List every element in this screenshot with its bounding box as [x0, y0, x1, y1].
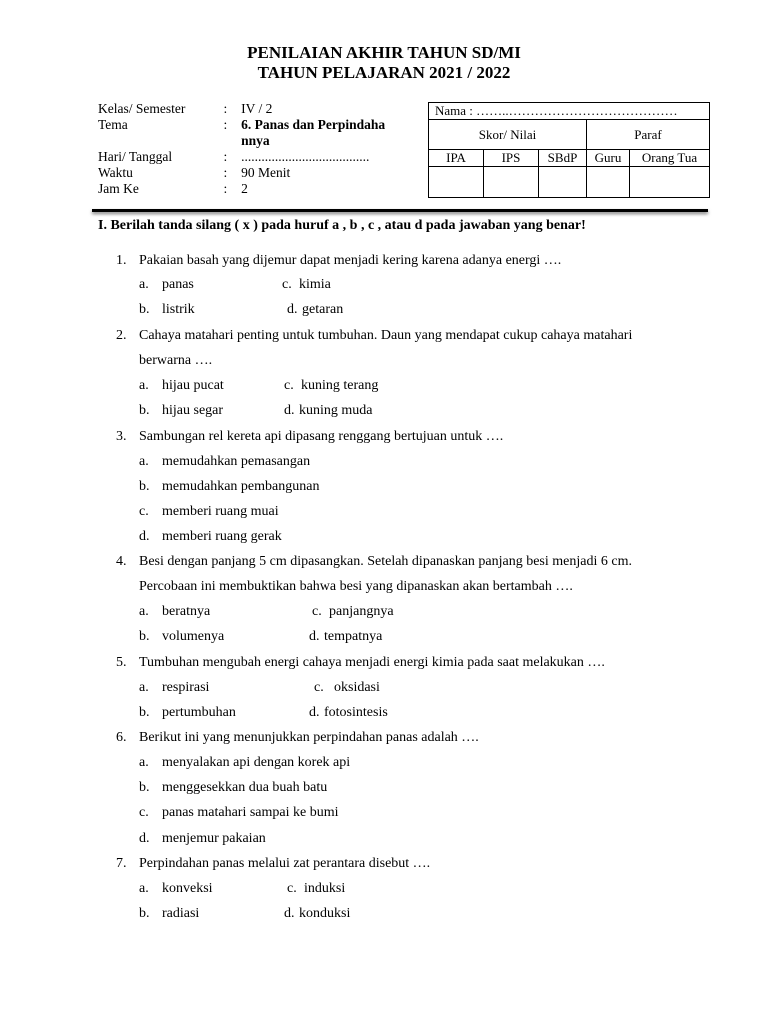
option-text: memudahkan pembangunan — [162, 479, 320, 494]
info-value: 6. Panas dan Perpindaha nnya — [241, 117, 386, 148]
nama-field[interactable]: Nama : ……..………………………………… — [429, 103, 710, 120]
info-value: ...................................... — [241, 149, 370, 164]
option-letter: c. — [312, 604, 322, 619]
info-colon: : — [223, 181, 228, 196]
option-letter: b. — [139, 705, 150, 720]
identity-block — [98, 101, 398, 197]
info-colon: : — [223, 149, 228, 164]
option-letter: a. — [139, 881, 149, 896]
page-title-line1: PENILAIAN AKHIR TAHUN SD/MI — [247, 43, 521, 62]
option-letter: c. — [287, 881, 297, 896]
info-label: Waktu — [98, 165, 133, 180]
option-letter: b. — [139, 906, 150, 921]
col-orang-tua: Orang Tua — [630, 150, 710, 167]
option-text: menyalakan api dengan korek api — [162, 755, 351, 770]
option-letter: c. — [139, 504, 149, 519]
question-number: 7. — [116, 856, 127, 871]
option-letter: a. — [139, 680, 149, 695]
option-text: memberi ruang gerak — [162, 529, 282, 544]
option-letter: b. — [139, 629, 150, 644]
info-row-jam — [98, 181, 398, 197]
option-text: hijau pucat — [162, 378, 224, 393]
option-text: kuning muda — [299, 403, 373, 418]
info-value: IV / 2 — [241, 101, 273, 116]
option-letter: a. — [139, 277, 149, 292]
info-colon: : — [223, 165, 228, 180]
question-number: 1. — [116, 253, 127, 268]
skor-header: Skor/ Nilai — [429, 120, 587, 150]
option-text: volumenya — [162, 629, 225, 644]
sign-cell-orang-tua[interactable] — [630, 167, 710, 198]
question-text: Perpindahan panas melalui zat perantara disebut …. — [139, 856, 431, 871]
question-number: 4. — [116, 554, 127, 569]
question-text: Tumbuhan mengubah energi cahaya menjadi energi kimia pada saat melakukan …. — [139, 655, 605, 670]
question-text: Besi dengan panjang 5 cm dipasangkan. Setelah dipanaskan panjang besi menjadi 6 cm. Percobaan ini membuktikan bahwa besi yang dipanaskan akan bertambah …. — [139, 554, 632, 594]
option-letter: c. — [284, 378, 294, 393]
option-text: memberi ruang muai — [162, 504, 279, 519]
option-letter: d. — [284, 403, 295, 418]
option-letter: c. — [282, 277, 292, 292]
option-letter: c. — [139, 805, 149, 820]
option-letter: c. — [314, 680, 324, 695]
option-text: respirasi — [162, 680, 210, 695]
option-text: tempatnya — [324, 629, 383, 644]
info-row-hari — [98, 149, 398, 165]
score-cell-ipa[interactable] — [429, 167, 484, 198]
option-letter: d. — [284, 906, 295, 921]
score-cell-sbdp[interactable] — [539, 167, 587, 198]
col-sbdp: SBdP — [539, 150, 587, 167]
page-title-line2: TAHUN PELAJARAN 2021 / 2022 — [257, 63, 511, 82]
option-letter: b. — [139, 403, 150, 418]
option-text: konduksi — [299, 906, 351, 921]
option-letter: d. — [309, 629, 320, 644]
option-text: memudahkan pemasangan — [162, 454, 311, 469]
question-text: Pakaian basah yang dijemur dapat menjadi kering karena adanya energi …. — [139, 253, 562, 268]
header-divider — [92, 209, 708, 212]
option-letter: a. — [139, 755, 149, 770]
col-guru: Guru — [587, 150, 630, 167]
question-text: Cahaya matahari penting untuk tumbuhan. Daun yang mendapat cukup cahaya matahari berwarna …. — [139, 328, 633, 368]
option-text: menggesekkan dua buah batu — [162, 780, 328, 795]
info-row-tema — [98, 117, 398, 149]
sign-cell-guru[interactable] — [587, 167, 630, 198]
question-number: 5. — [116, 655, 127, 670]
info-row-waktu — [98, 165, 398, 181]
option-letter: d. — [309, 705, 320, 720]
option-text: panas matahari sampai ke bumi — [162, 805, 339, 820]
question-text: Sambungan rel kereta api dipasang renggang bertujuan untuk …. — [139, 429, 504, 444]
option-letter: d. — [139, 831, 150, 846]
info-colon: : — [223, 117, 228, 132]
question-number: 2. — [116, 328, 127, 343]
paraf-header: Paraf — [587, 120, 710, 150]
col-ips: IPS — [484, 150, 539, 167]
option-text: panjangnya — [329, 604, 394, 619]
info-row-kelas — [98, 101, 398, 117]
question-number: 3. — [116, 429, 127, 444]
question-number: 6. — [116, 730, 127, 745]
option-text: beratnya — [162, 604, 211, 619]
option-letter: b. — [139, 780, 150, 795]
score-cell-ips[interactable] — [484, 167, 539, 198]
option-letter: a. — [139, 604, 149, 619]
option-text: hijau segar — [162, 403, 224, 418]
option-letter: a. — [139, 378, 149, 393]
info-label: Hari/ Tanggal — [98, 149, 173, 164]
score-table — [428, 102, 710, 198]
option-text: kimia — [299, 277, 331, 292]
option-letter: d. — [139, 529, 150, 544]
info-value: 90 Menit — [241, 165, 291, 180]
option-text: konveksi — [162, 881, 213, 896]
info-label: Tema — [98, 117, 128, 132]
option-text: oksidasi — [334, 680, 380, 695]
option-text: radiasi — [162, 906, 200, 921]
option-text: listrik — [162, 302, 195, 317]
option-letter: d. — [287, 302, 298, 317]
info-colon: : — [223, 101, 228, 116]
option-text: pertumbuhan — [162, 705, 236, 720]
option-text: fotosintesis — [324, 705, 388, 720]
option-text: induksi — [304, 881, 346, 896]
question-text: Berikut ini yang menunjukkan perpindahan panas adalah …. — [139, 730, 479, 745]
option-text: kuning terang — [301, 378, 379, 393]
option-letter: b. — [139, 302, 150, 317]
info-label: Jam Ke — [98, 181, 139, 196]
option-text: getaran — [302, 302, 344, 317]
option-letter: b. — [139, 479, 150, 494]
option-text: panas — [162, 277, 194, 292]
info-label: Kelas/ Semester — [98, 101, 186, 116]
section-instruction: I. Berilah tanda silang ( x ) pada huruf a , b , c , atau d pada jawaban yang benar! — [98, 218, 586, 233]
option-letter: a. — [139, 454, 149, 469]
col-ipa: IPA — [429, 150, 484, 167]
option-text: menjemur pakaian — [162, 831, 266, 846]
info-value: 2 — [241, 181, 248, 196]
